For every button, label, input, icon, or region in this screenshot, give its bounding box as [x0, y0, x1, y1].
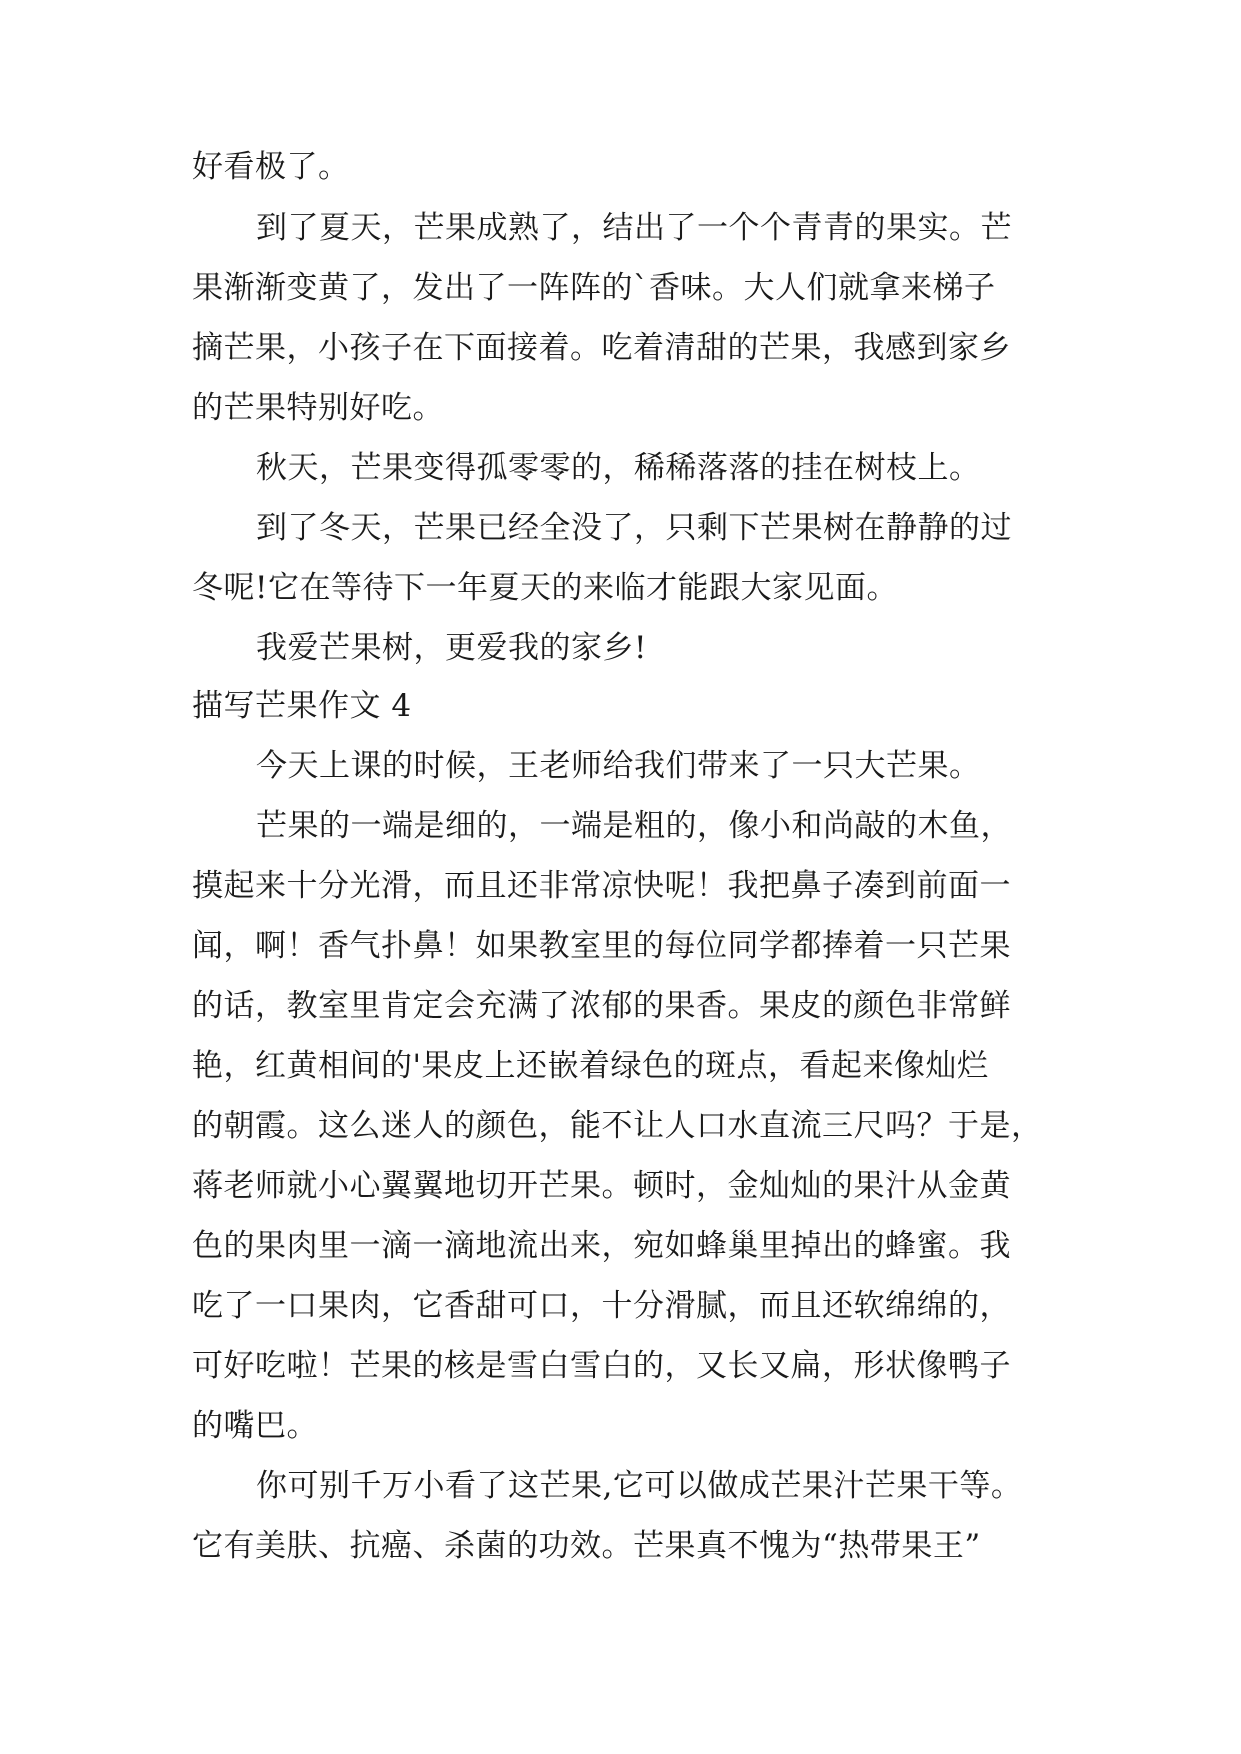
paragraph-start-line: 你可别千万小看了这芒果,它可以做成芒果汁芒果干等。	[256, 1468, 1023, 1504]
text-line: 摘芒果，小孩子在下面接着。吃着清甜的芒果，我感到家乡	[192, 330, 1011, 366]
text-line: 果渐渐变黄了，发出了一阵阵的`香味。大人们就拿来梯子	[192, 270, 996, 306]
text-line: 可好吃啦！芒果的核是雪白雪白的，又长又扁，形状像鸭子	[192, 1348, 1011, 1384]
text-line: 的朝霞。这么迷人的颜色，能不让人口水直流三尺吗？于是，	[192, 1108, 1043, 1144]
text-line: 的话，教室里肯定会充满了浓郁的果香。果皮的颜色非常鲜	[192, 988, 1011, 1024]
paragraph-start-line: 今天上课的时候，王老师给我们带来了一只大芒果。	[256, 748, 981, 784]
text-line: 蒋老师就小心翼翼地切开芒果。顿时，金灿灿的果汁从金黄	[192, 1168, 1011, 1204]
text-line: 冬呢!它在等待下一年夏天的来临才能跟大家见面。	[192, 570, 898, 606]
text-line: 色的果肉里一滴一滴地流出来，宛如蜂巢里掉出的蜂蜜。我	[192, 1228, 1011, 1264]
section-heading: 描写芒果作文 4	[192, 688, 412, 724]
text-line: 好看极了。	[192, 149, 350, 185]
paragraph-start-line: 到了冬天，芒果已经全没了，只剩下芒果树在静静的过	[256, 510, 1012, 546]
text-line: 闻，啊！香气扑鼻！如果教室里的每位同学都捧着一只芒果	[192, 928, 1011, 964]
text-line: 艳，红黄相间的'果皮上还嵌着绿色的斑点，看起来像灿烂	[192, 1048, 989, 1084]
paragraph-start-line: 我爱芒果树，更爱我的家乡!	[256, 630, 647, 666]
text-line: 的嘴巴。	[192, 1408, 318, 1444]
text-line: 的芒果特别好吃。	[192, 390, 444, 426]
text-line: 它有美肤、抗癌、杀菌的功效。芒果真不愧为“热带果王”	[192, 1528, 981, 1564]
text-line: 摸起来十分光滑，而且还非常凉快呢！我把鼻子凑到前面一	[192, 868, 1011, 904]
paragraph-start-line: 芒果的一端是细的，一端是粗的，像小和尚敲的木鱼，	[256, 808, 1012, 844]
paragraph-start-line: 到了夏天，芒果成熟了，结出了一个个青青的果实。芒	[256, 210, 1012, 246]
text-line: 吃了一口果肉，它香甜可口，十分滑腻，而且还软绵绵的，	[192, 1288, 1011, 1324]
paragraph-start-line: 秋天，芒果变得孤零零的，稀稀落落的挂在树枝上。	[256, 450, 981, 486]
